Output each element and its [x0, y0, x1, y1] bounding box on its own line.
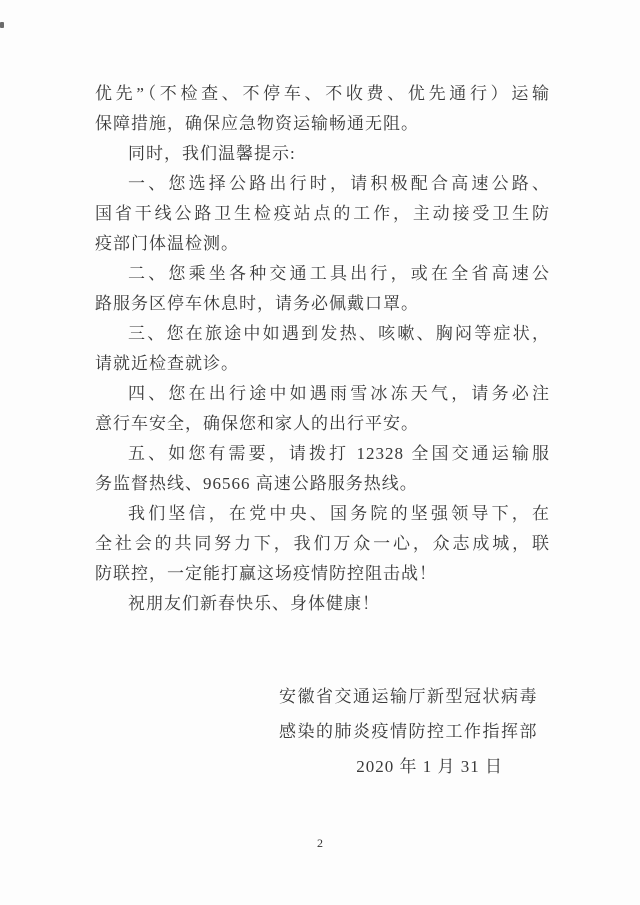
body-line: 务监督热线、96566 高速公路服务热线。 — [95, 474, 418, 493]
body-line: 意行车安全，确保您和家人的出行平安。 — [95, 414, 419, 433]
page-number: 2 — [317, 836, 323, 850]
signature-org-line-2: 感染的肺炎疫情防控工作指挥部 — [279, 722, 538, 741]
body-line: 请就近检查就诊。 — [95, 354, 239, 373]
body-line: 优先”（不检查、不停车、不收费、优先通行）运输 — [95, 84, 550, 103]
signature-block — [95, 679, 550, 784]
body-line: 四、您在出行途中如遇雨雪冰冻天气，请务必注 — [128, 384, 550, 403]
body-line: 疫部门体温检测。 — [95, 234, 239, 253]
body-line: 祝朋友们新春快乐、身体健康！ — [128, 594, 380, 613]
body-line: 同时，我们温馨提示: — [128, 144, 296, 163]
body-line: 三、您在旅途中如遇到发热、咳嗽、胸闷等症状， — [128, 324, 550, 343]
body-line: 全社会的共同努力下，我们万众一心，众志成城，联 — [95, 534, 550, 553]
body-line: 一、您选择公路出行时，请积极配合高速公路、 — [128, 174, 550, 193]
body-line: 二、您乘坐各种交通工具出行，或在全省高速公 — [128, 264, 550, 283]
document-body — [95, 79, 550, 784]
body-line: 路服务区停车休息时，请务必佩戴口罩。 — [95, 294, 419, 313]
signature-org-line-1: 安徽省交通运输厅新型冠状病毒 — [279, 687, 538, 706]
body-line: 五、如您有需要，请拨打 12328 全国交通运输服 — [128, 444, 550, 463]
body-line: 防联控，一定能打赢这场疫情防控阻击战！ — [95, 564, 437, 583]
scan-artifact — [0, 22, 4, 28]
body-line: 我们坚信，在党中央、国务院的坚强领导下，在 — [128, 504, 550, 523]
body-line: 保障措施，确保应急物资运输畅通无阻。 — [95, 114, 419, 133]
body-line: 国省干线公路卫生检疫站点的工作，主动接受卫生防 — [95, 204, 550, 223]
signature-date: 2020 年 1 月 31 日 — [356, 757, 503, 776]
